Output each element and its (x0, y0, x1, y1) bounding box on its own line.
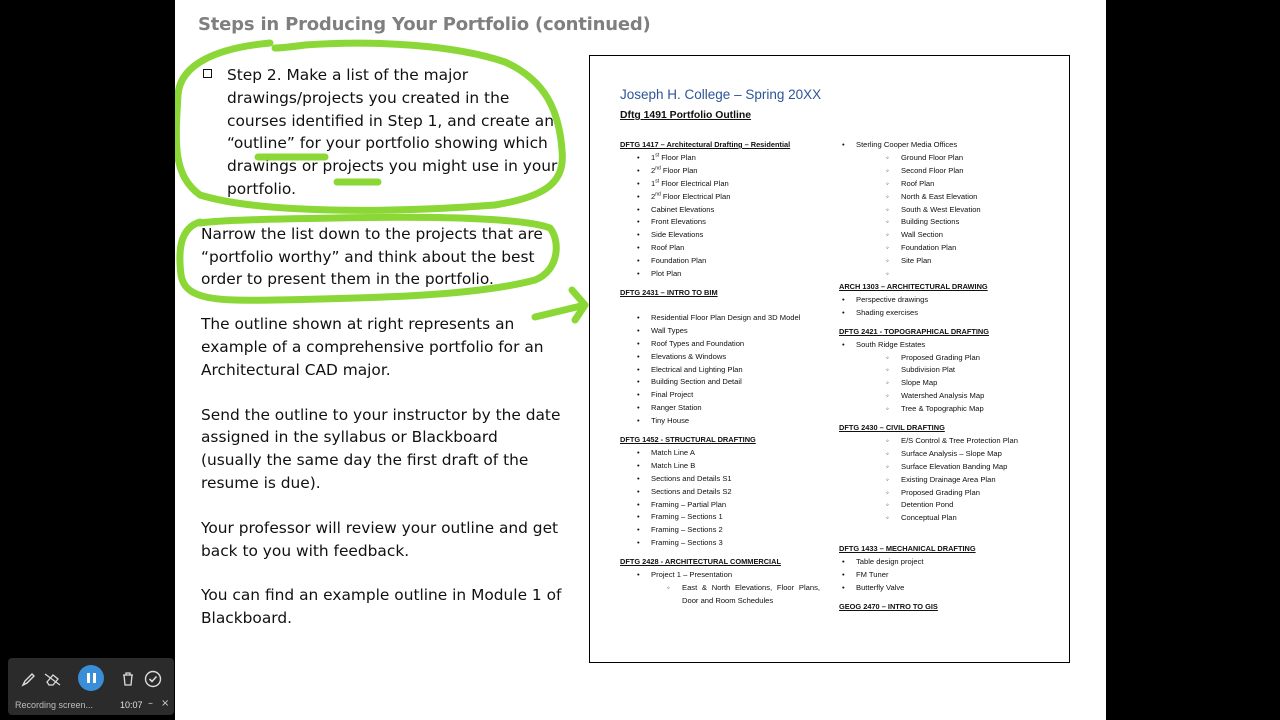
section-heading: DFTG 1452 - STRUCTURAL DRAFTING (620, 435, 756, 445)
list-item: • Project 1 – Presentation (620, 569, 820, 582)
screen-recorder-toolbar (8, 658, 174, 715)
list-item: • 2nd Floor Plan (620, 165, 820, 178)
sub-list-item-empty (839, 268, 1049, 281)
list-item: • Sections and Details S2 (620, 486, 820, 499)
list-item: • South Ridge Estates (839, 339, 1049, 352)
sub-list-item: ◦ Foundation Plan (839, 242, 1049, 255)
doc-title: Joseph H. College – Spring 20XX (620, 87, 822, 102)
section-heading: DFTG 2428 - ARCHITECTURAL COMMERCIAL (620, 557, 781, 567)
sub-list-item: ◦ Existing Drainage Area Plan (839, 474, 1049, 487)
pen-icon[interactable] (16, 666, 42, 692)
sub-list-item: ◦ North & East Elevation (839, 191, 1049, 204)
list-item: • Perspective drawings (839, 294, 1049, 307)
recording-status: Recording screen... (15, 700, 94, 710)
section-heading: ARCH 1303 – ARCHITECTURAL DRAWING (839, 281, 988, 291)
section-heading: DFTG 2421 - TOPOGRAPHICAL DRAFTING (839, 326, 990, 336)
section-heading: GEOG 2470 – INTRO TO GIS (839, 601, 938, 611)
sub-list-item: ◦ Wall Section (839, 229, 1049, 242)
list-item: • Framing – Sections 3 (620, 537, 820, 550)
slide-title: Steps in Producing Your Portfolio (continued) (198, 14, 651, 35)
sub-list-item: ◦ East & North Elevations, Floor Plans, Door and Room Schedules (620, 582, 820, 608)
sub-list-item: ◦ Ground Floor Plan (839, 152, 1049, 165)
sub-list-item: ◦ Detention Pond (839, 499, 1049, 512)
portfolio-outline-document (589, 55, 1070, 663)
section-heading: DFTG 1417 – Architectural Drafting – Residential (620, 140, 791, 149)
list-item: • Sections and Details S1 (620, 473, 820, 486)
step-2-bullet (201, 64, 563, 201)
check-icon[interactable] (140, 666, 166, 692)
list-item: • Roof Types and Foundation (620, 338, 820, 351)
step-2-text: Step 2. Make a list of the major drawings/projects you created in the courses identified in Step 1, and create an “outline” for your portfolio showing which drawings or projects you might use in your portfolio. (227, 66, 558, 198)
checkbox-bullet-icon (203, 69, 212, 78)
paragraph-send: Send the outline to your instructor by the date assigned in the syllabus or Blackboard (usually the same day the first draft of the resume is due). (201, 405, 561, 492)
sub-list-item: ◦ Slope Map (839, 377, 1049, 390)
list-item: • Electrical and Lighting Plan (620, 364, 820, 377)
sub-list-item: ◦ Building Sections (839, 216, 1049, 229)
eraser-icon[interactable] (40, 666, 66, 692)
section-heading: DFTG 1433 – MECHANICAL DRAFTING (839, 544, 976, 554)
recording-timer: 10:07 (120, 700, 143, 710)
list-item: • Match Line B (620, 460, 820, 473)
list-item: • Table design project (839, 556, 1049, 569)
doc-column-left (620, 139, 820, 608)
sub-list-item: ◦ Site Plan (839, 255, 1049, 268)
sub-list-item: ◦ E/S Control & Tree Protection Plan (839, 435, 1049, 448)
section-heading: DFTG 2430 – CIVIL DRAFTING (839, 423, 945, 433)
list-item: • Plot Plan (620, 268, 820, 281)
paragraph-narrow: Narrow the list down to the projects that are “portfolio worthy” and think about the best order to present them in the portfolio. (201, 224, 543, 289)
list-item: • Butterfly Valve (839, 582, 1049, 595)
list-item: • Framing – Sections 1 (620, 511, 820, 524)
list-item: • Side Elevations (620, 229, 820, 242)
list-item: • Shading exercises (839, 307, 1049, 320)
doc-column-right (839, 139, 1049, 614)
list-item: • Match Line A (620, 447, 820, 460)
list-item: • 1st Floor Electrical Plan (620, 178, 820, 191)
list-item: • 1st Floor Plan (620, 152, 820, 165)
sub-list-item: ◦ Conceptual Plan (839, 512, 1049, 525)
list-item: • Residential Floor Plan Design and 3D Model (620, 312, 820, 325)
sub-list-item: ◦ Proposed Grading Plan (839, 352, 1049, 365)
list-item: • Wall Types (620, 325, 820, 338)
list-item: • FM Tuner (839, 569, 1049, 582)
sub-list-item: ◦ South & West Elevation (839, 204, 1049, 217)
doc-subtitle: Dftg 1491 Portfolio Outline (620, 110, 752, 121)
list-item: • Framing – Sections 2 (620, 524, 820, 537)
list-item: • Tiny House (620, 415, 820, 428)
sub-list-item: ◦ Watershed Analysis Map (839, 390, 1049, 403)
pause-button[interactable] (78, 665, 104, 691)
paragraph-example: You can find an example outline in Module 1 of Blackboard. (201, 586, 562, 628)
sub-list-item: ◦ Tree & Topographic Map (839, 403, 1049, 416)
list-item: • Building Section and Detail (620, 376, 820, 389)
sub-list-item: ◦ Roof Plan (839, 178, 1049, 191)
minimize-icon[interactable]: – (148, 698, 153, 709)
slide (175, 0, 1106, 720)
sub-list-item: ◦ Second Floor Plan (839, 165, 1049, 178)
close-icon[interactable]: × (161, 698, 170, 709)
sub-list-item: ◦ Subdivision Plat (839, 364, 1049, 377)
list-item: • Cabinet Elevations (620, 204, 820, 217)
paragraph-outline: The outline shown at right represents an example of a comprehensive portfolio for an Architectural CAD major. (201, 315, 544, 379)
list-item: • Final Project (620, 389, 820, 402)
list-item: • Roof Plan (620, 242, 820, 255)
list-item: • 2nd Floor Electrical Plan (620, 191, 820, 204)
list-item: • Framing – Partial Plan (620, 499, 820, 512)
trash-icon[interactable] (115, 666, 141, 692)
list-item: • Ranger Station (620, 402, 820, 415)
sub-list-item: ◦ Proposed Grading Plan (839, 487, 1049, 500)
list-item: • Foundation Plan (620, 255, 820, 268)
sub-list-item: ◦ Surface Elevation Banding Map (839, 461, 1049, 474)
list-item: • Front Elevations (620, 216, 820, 229)
slide-body (201, 64, 563, 652)
paragraph-review: Your professor will review your outline and get back to you with feedback. (201, 518, 559, 560)
sub-list-item: ◦ Surface Analysis – Slope Map (839, 448, 1049, 461)
list-item: • Sterling Cooper Media Offices (839, 139, 1049, 152)
pause-icon (87, 673, 90, 683)
section-heading: DFTG 2431 – INTRO TO BIM (620, 287, 718, 297)
list-item: • Elevations & Windows (620, 351, 820, 364)
